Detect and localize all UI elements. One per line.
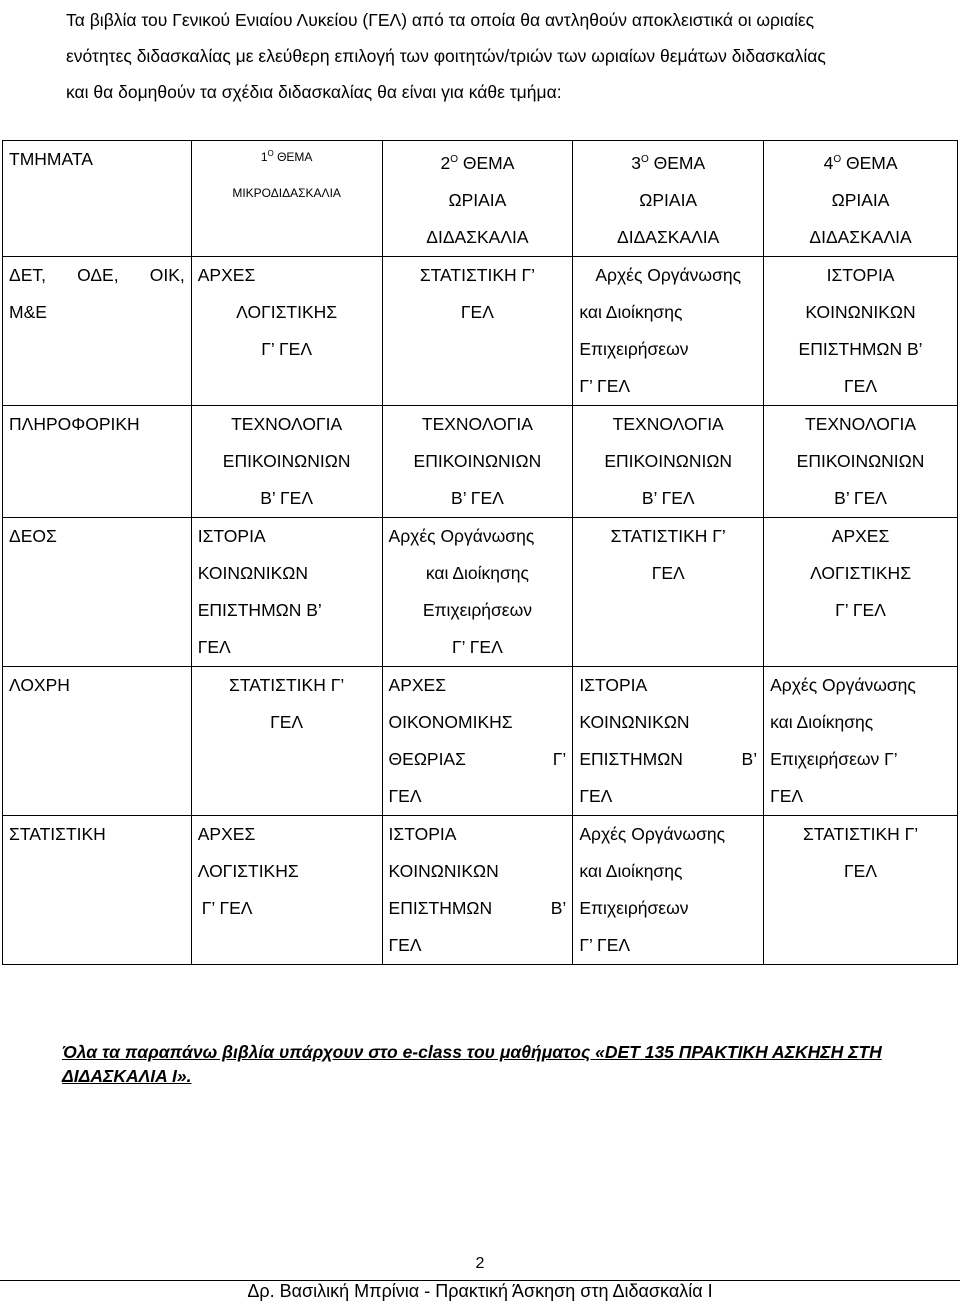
book-cell: ΤΕΧΝΟΛΟΓΙΑ ΕΠΙΚΟΙΝΩΝΙΩΝ Β’ ΓΕΛ <box>382 405 573 517</box>
header-row <box>3 141 958 257</box>
book-cell: ΤΕΧΝΟΛΟΓΙΑ ΕΠΙΚΟΙΝΩΝΙΩΝ Β’ ΓΕΛ <box>191 405 382 517</box>
table-row <box>3 517 958 666</box>
book-cell: ΤΕΧΝΟΛΟΓΙΑ ΕΠΙΚΟΙΝΩΝΙΩΝ Β’ ΓΕΛ <box>573 405 764 517</box>
book-cell: ΙΣΤΟΡΙΑ ΚΟΙΝΩΝΙΚΩΝ ΕΠΙΣΤΗΜΩΝ Β’ ΓΕΛ <box>573 666 764 815</box>
book-cell: ΑΡΧΕΣ ΛΟΓΙΣΤΙΚΗΣ Γ’ ΓΕΛ <box>191 815 382 964</box>
book-cell: ΙΣΤΟΡΙΑ ΚΟΙΝΩΝΙΚΩΝ ΕΠΙΣΤΗΜΩΝ Β’ ΓΕΛ <box>382 815 573 964</box>
dept-cell: ΔΕΤ, ΟΔΕ, ΟΙΚ, Μ&Ε <box>3 256 192 405</box>
book-cell: ΑΡΧΕΣ ΛΟΓΙΣΤΙΚΗΣ Γ’ ΓΕΛ <box>764 517 958 666</box>
book-cell: ΣΤΑΤΙΣΤΙΚΗ Γ’ ΓΕΛ <box>191 666 382 815</box>
table-row <box>3 815 958 964</box>
table-row <box>3 256 958 405</box>
header-departments: ΤΜΗΜΑΤΑ <box>3 141 192 257</box>
header-theme-3: $3^O$ ΘΕΜΑ ΩΡΙΑΙΑ ΔΙΔΑΣΚΑΛΙΑ <box>573 141 764 257</box>
header-theme-4: $4^O$ ΘΕΜΑ ΩΡΙΑΙΑ ΔΙΔΑΣΚΑΛΙΑ <box>764 141 958 257</box>
book-cell: ΑΡΧΕΣ ΟΙΚΟΝΟΜΙΚΗΣ ΘΕΩΡΙΑΣ Γ’ ΓΕΛ <box>382 666 573 815</box>
eclass-note: Όλα τα παραπάνω βιβλία υπάρχουν στο e-class του μαθήματος «DET 135 ΠΡΑΚΤΙΚΗ ΑΣΚΗΣΗ ΣΤΗ ΔΙΔΑΣΚΑΛΙΑ Ι». <box>62 1042 882 1086</box>
dept-cell: ΣΤΑΤΙΣΤΙΚΗ <box>3 815 192 964</box>
intro-paragraph <box>66 2 936 110</box>
header-theme-1 <box>191 141 382 257</box>
book-cell: ΣΤΑΤΙΣΤΙΚΗ Γ’ ΓΕΛ <box>382 256 573 405</box>
intro-line-3: και θα δομηθούν τα σχέδια διδασκαλίας θα είναι για κάθε τμήμα: <box>66 82 562 102</box>
table-row <box>3 666 958 815</box>
book-cell: ΣΤΑΤΙΣΤΙΚΗ Γ’ ΓΕΛ <box>573 517 764 666</box>
dept-cell: ΔΕΟΣ <box>3 517 192 666</box>
dept-cell: ΛΟΧΡΗ <box>3 666 192 815</box>
book-cell: ΙΣΤΟΡΙΑ ΚΟΙΝΩΝΙΚΩΝ ΕΠΙΣΤΗΜΩΝ Β’ ΓΕΛ <box>191 517 382 666</box>
page-number: 2 <box>475 1255 485 1272</box>
book-cell: ΙΣΤΟΡΙΑ ΚΟΙΝΩΝΙΚΩΝ ΕΠΙΣΤΗΜΩΝ Β’ ΓΕΛ <box>764 256 958 405</box>
book-cell: Αρχές Οργάνωσης και Διοίκησης Επιχειρήσεων Γ’ ΓΕΛ <box>382 517 573 666</box>
intro-line-1: Τα βιβλία του Γενικού Ενιαίου Λυκείου (ΓΕΛ) από τα οποία θα αντληθούν αποκλειστικά οι ωριαίες <box>66 10 815 30</box>
header-theme-1-title: $1^O$ ΘΕΜΑ <box>260 149 313 164</box>
page-footer: Δρ. Βασιλική Μπρίνια - Πρακτική Άσκηση στη Διδασκαλία Ι <box>0 1280 960 1302</box>
header-theme-2: $2^O$ ΘΕΜΑ ΩΡΙΑΙΑ ΔΙΔΑΣΚΑΛΙΑ <box>382 141 573 257</box>
dept-cell: ΠΛΗΡΟΦΟΡΙΚΗ <box>3 405 192 517</box>
book-cell: ΤΕΧΝΟΛΟΓΙΑ ΕΠΙΚΟΙΝΩΝΙΩΝ Β’ ΓΕΛ <box>764 405 958 517</box>
book-cell: Αρχές Οργάνωσης και Διοίκησης Επιχειρήσεων Γ’ ΓΕΛ <box>573 815 764 964</box>
books-table <box>2 140 958 965</box>
book-cell: Αρχές Οργάνωσης και Διοίκησης Επιχειρήσεων Γ’ ΓΕΛ <box>573 256 764 405</box>
intro-line-2: ενότητες διδασκαλίας με ελεύθερη επιλογή των φοιτητών/τριών των ωριαίων θεμάτων διδασκαλίας <box>66 46 826 66</box>
header-theme-1-sub: ΜΙΚΡΟΔΙΔΑΣΚΑΛΙΑ <box>232 186 341 200</box>
book-cell: Αρχές Οργάνωσης και Διοίκησης Επιχειρήσεων Γ’ ΓΕΛ <box>764 666 958 815</box>
book-cell: ΣΤΑΤΙΣΤΙΚΗ Γ’ ΓΕΛ <box>764 815 958 964</box>
book-cell: ΑΡΧΕΣ ΛΟΓΙΣΤΙΚΗΣ Γ’ ΓΕΛ <box>191 256 382 405</box>
table-row <box>3 405 958 517</box>
